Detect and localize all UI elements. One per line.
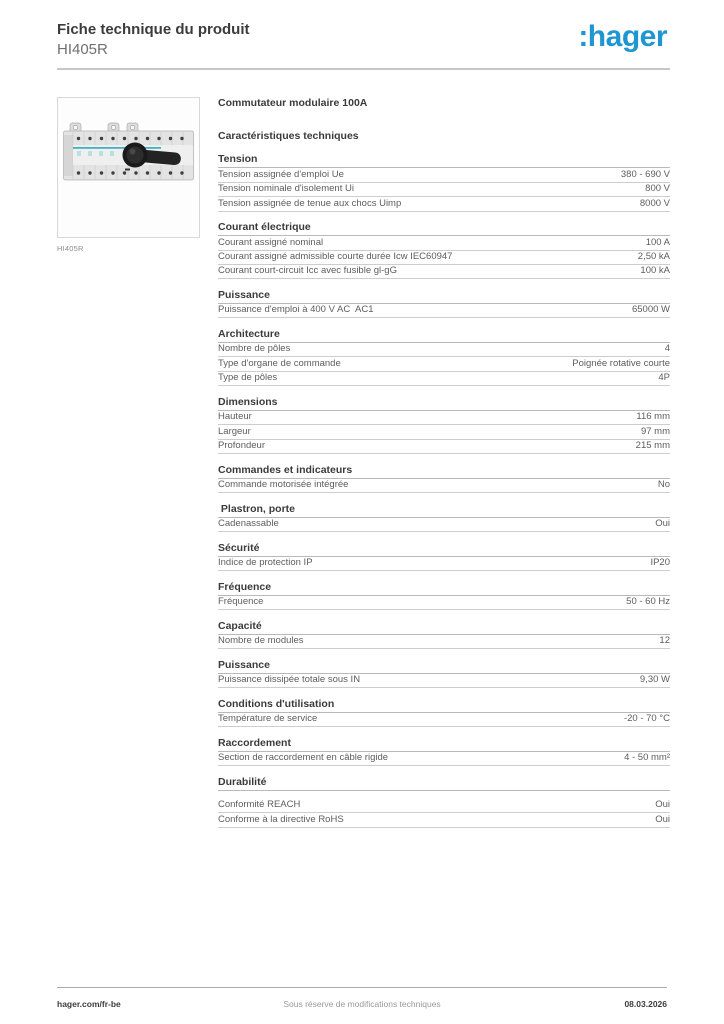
spec-row xyxy=(218,343,670,357)
spec-rows xyxy=(218,236,670,279)
spec-row-value: Oui xyxy=(655,813,670,825)
spec-row-label: Conforme à la directive RoHS xyxy=(218,813,344,825)
spec-row xyxy=(218,813,670,827)
spec-row xyxy=(218,411,670,425)
product-title: Commutateur modulaire 100A xyxy=(218,97,368,109)
spec-rows xyxy=(218,479,670,493)
spec-rows xyxy=(218,674,670,688)
spec-section xyxy=(218,464,670,494)
spec-row-label: Tension nominale d'isolement Ui xyxy=(218,183,354,195)
spec-row-label: Type de pôles xyxy=(218,372,278,384)
spec-section-title: Puissance xyxy=(218,659,670,674)
spec-section xyxy=(218,289,670,319)
spec-rows xyxy=(218,635,670,649)
page-title: Fiche technique du produit xyxy=(57,21,250,38)
spec-section-title: Durabilité xyxy=(218,776,670,791)
spec-section xyxy=(218,328,670,386)
spec-row xyxy=(218,236,670,250)
spec-section xyxy=(218,659,670,689)
spec-row-label: Courant assigné nominal xyxy=(218,236,324,248)
spec-row xyxy=(218,799,670,813)
spec-column xyxy=(218,97,670,828)
content-area xyxy=(57,97,670,828)
spec-section-title: Dimensions xyxy=(218,396,670,411)
spec-row xyxy=(218,197,670,211)
spec-row xyxy=(218,183,670,197)
spec-row xyxy=(218,635,670,649)
spec-row-value: 9,30 W xyxy=(639,674,670,686)
product-image xyxy=(57,97,200,238)
spec-row xyxy=(218,265,670,279)
spec-row-label: Puissance d'emploi à 400 V AC AC1 xyxy=(218,304,374,316)
switch-illustration-icon xyxy=(63,122,194,188)
spec-row-value: -20 - 70 °C xyxy=(623,713,670,725)
spec-row xyxy=(218,168,670,182)
product-image-column xyxy=(57,97,200,828)
spec-row-value: 4 - 50 mm² xyxy=(624,752,670,764)
spec-rows xyxy=(218,304,670,318)
footer-date: 08.03.2026 xyxy=(624,999,667,1009)
doc-header xyxy=(57,21,667,59)
spec-section xyxy=(218,396,670,454)
spec-row xyxy=(218,479,670,493)
spec-rows xyxy=(218,518,670,532)
spec-section-title: Courant électrique xyxy=(218,221,670,236)
spec-row xyxy=(218,674,670,688)
spec-row-label: Section de raccordement en câble rigide xyxy=(218,752,389,764)
spec-row xyxy=(218,752,670,766)
spec-row-value: 50 - 60 Hz xyxy=(626,596,670,608)
spec-rows xyxy=(218,713,670,727)
spec-row-value: IP20 xyxy=(650,557,670,569)
spec-section-title: Puissance xyxy=(218,289,670,304)
spec-row-label: Type d'organe de commande xyxy=(218,357,341,369)
spec-row xyxy=(218,713,670,727)
spec-row-label: Hauteur xyxy=(218,411,252,423)
spec-section-title: Sécurité xyxy=(218,542,670,557)
footer-divider xyxy=(57,987,667,988)
spec-row-label: Courant assigné admissible courte durée Icw IEC60947 xyxy=(218,251,453,262)
spec-row-value: Poignée rotative courte xyxy=(572,357,670,369)
spec-row xyxy=(218,425,670,439)
spec-section-title: Fréquence xyxy=(218,581,670,596)
spec-row-label: Nombre de pôles xyxy=(218,343,291,355)
spec-row-label: Conformité REACH xyxy=(218,799,301,811)
spec-section xyxy=(218,581,670,611)
spec-row-label: Cadenassable xyxy=(218,518,279,530)
spec-section xyxy=(218,542,670,572)
spec-row-value: 380 - 690 V xyxy=(620,168,670,180)
hager-logo: :hager xyxy=(578,20,667,53)
footer-website-link[interactable]: hager.com/fr-be xyxy=(57,999,121,1009)
spec-section xyxy=(218,698,670,728)
product-image-caption: HI405R xyxy=(57,244,84,253)
spec-row-value: Oui xyxy=(655,518,670,530)
spec-rows xyxy=(218,168,670,211)
spec-row-label: Tension assignée de tenue aux chocs Uimp xyxy=(218,197,402,209)
spec-row-label: Commande motorisée intégrée xyxy=(218,479,349,491)
spec-rows xyxy=(218,411,670,454)
spec-rows xyxy=(218,596,670,610)
spec-row xyxy=(218,596,670,610)
spec-row-value: 215 mm xyxy=(635,440,670,452)
spec-row-value: No xyxy=(657,479,670,491)
spec-rows xyxy=(218,799,670,828)
spec-rows xyxy=(218,752,670,766)
spec-row xyxy=(218,304,670,318)
spec-row xyxy=(218,557,670,571)
product-reference: HI405R xyxy=(57,40,108,58)
spec-row-value: 800 V xyxy=(645,183,670,195)
spec-row-label: Courant court-circuit Icc avec fusible gl-gG xyxy=(218,265,397,277)
spec-row-value: 100 kA xyxy=(640,265,670,277)
spec-section xyxy=(218,503,670,533)
spec-row-value: Oui xyxy=(655,799,670,811)
spec-row-label: Température de service xyxy=(218,713,318,725)
spec-row-label: Indice de protection IP xyxy=(218,557,313,569)
spec-row xyxy=(218,518,670,532)
spec-sections xyxy=(218,153,670,827)
spec-row xyxy=(218,357,670,371)
spec-row xyxy=(218,440,670,454)
spec-rows xyxy=(218,557,670,571)
spec-row-value: 12 xyxy=(659,635,670,647)
spec-row xyxy=(218,372,670,386)
spec-row-label: Nombre de modules xyxy=(218,635,304,647)
spec-row-value: 4P xyxy=(658,372,670,384)
spec-row-label: Fréquence xyxy=(218,596,264,608)
spec-row-label: Tension assignée d'emploi Ue xyxy=(218,168,344,180)
spec-row-value: 8000 V xyxy=(639,197,670,209)
spec-section-title: Capacité xyxy=(218,620,670,635)
characteristics-heading: Caractéristiques techniques xyxy=(218,130,359,143)
spec-section xyxy=(218,737,670,767)
spec-row xyxy=(218,251,670,265)
spec-row-value: 116 mm xyxy=(636,411,670,423)
spec-section-title: Raccordement xyxy=(218,737,670,752)
spec-row-value: 4 xyxy=(664,343,670,355)
spec-section-title: Commandes et indicateurs xyxy=(218,464,670,479)
spec-section xyxy=(218,620,670,650)
spec-section xyxy=(218,221,670,279)
spec-section xyxy=(218,153,670,211)
doc-footer xyxy=(57,999,667,1009)
header-divider xyxy=(57,68,670,70)
spec-row-label: Profondeur xyxy=(218,440,266,452)
spec-rows xyxy=(218,343,670,386)
spec-section-title: Tension xyxy=(218,153,670,168)
spec-row-value: 2,50 kA xyxy=(637,251,670,262)
spec-section-title: Plastron, porte xyxy=(218,503,670,518)
footer-disclaimer: Sous réserve de modifications techniques xyxy=(283,999,441,1009)
spec-row-value: 65000 W xyxy=(631,304,670,316)
spec-section-title: Architecture xyxy=(218,328,670,343)
spec-row-value: 97 mm xyxy=(640,425,670,437)
spec-row-label: Puissance dissipée totale sous IN xyxy=(218,674,361,686)
spec-row-label: Largeur xyxy=(218,425,251,437)
spec-row-value: 100 A xyxy=(645,236,670,248)
spec-section xyxy=(218,776,670,828)
spec-section-title: Conditions d'utilisation xyxy=(218,698,670,713)
